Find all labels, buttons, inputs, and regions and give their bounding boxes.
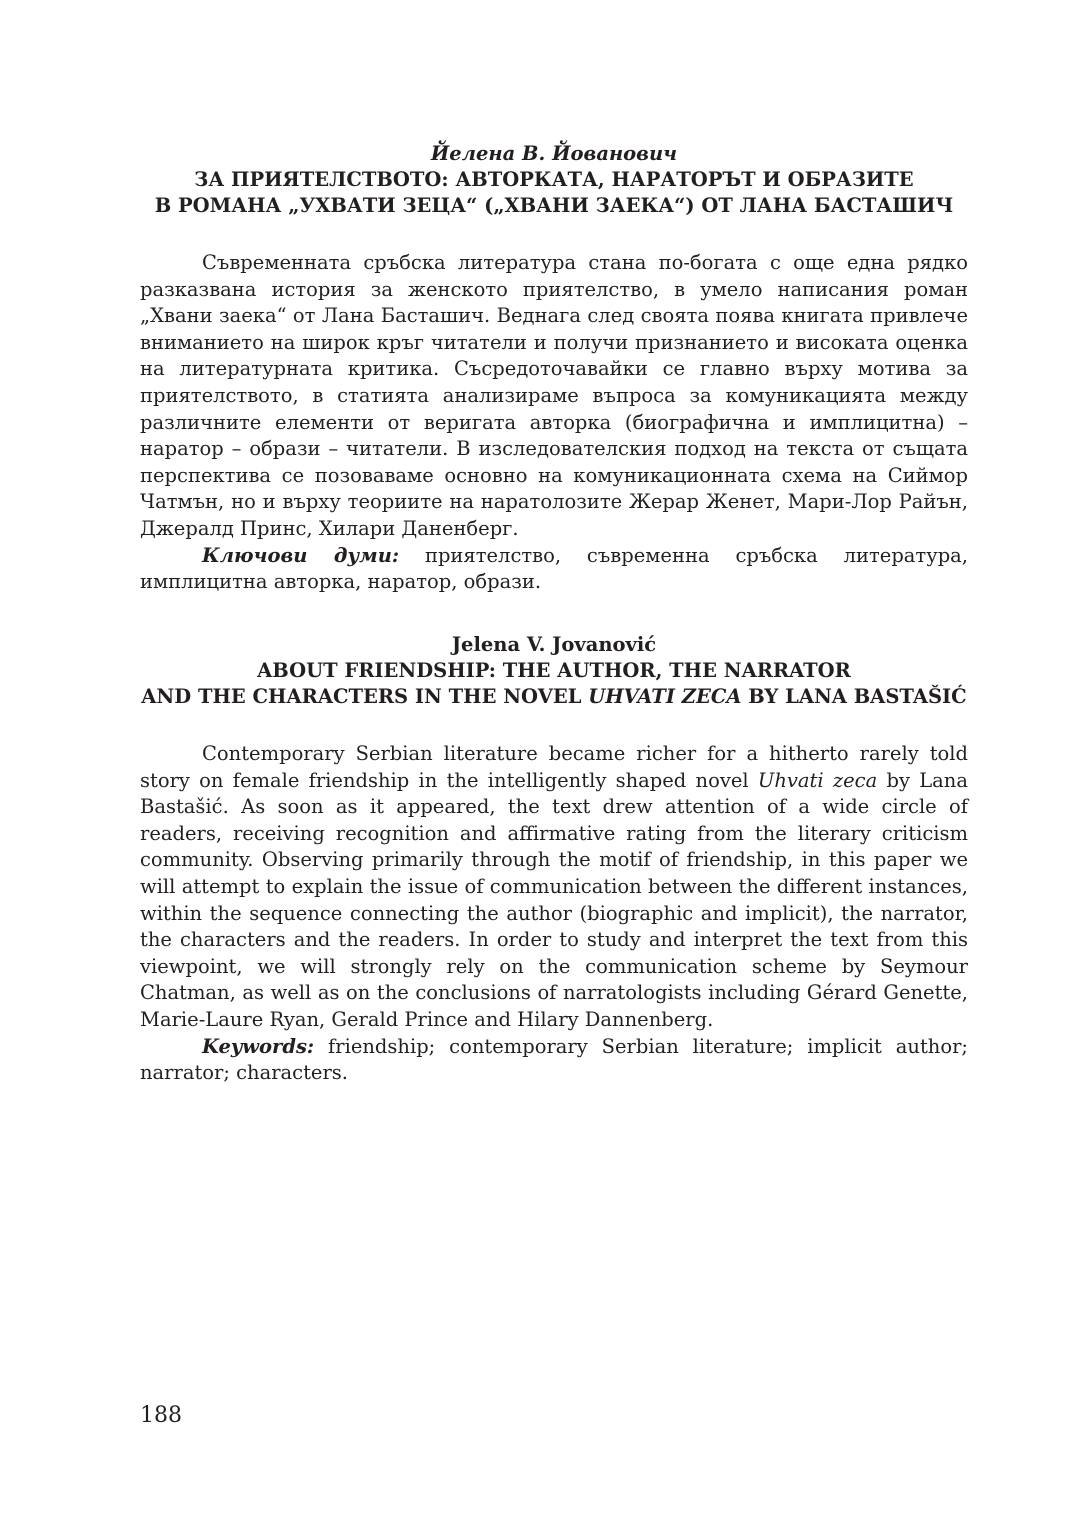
- bulgarian-keywords-label: Ключови думи:: [202, 543, 400, 567]
- english-abstract: [140, 741, 968, 1034]
- english-title-line-2-post: BY LANA BASTAŠIĆ: [741, 685, 967, 708]
- english-keywords-text: friendship; contemporary Serbian literature; implicit author; narrator; characters.: [140, 1034, 968, 1085]
- english-abstract-post: by Lana Bastašić. As soon as it appeared, the text drew attention of a wide circle of readers, receiving recognition and affirmative rating from the literary criticism community. Observing primarily through the motif of friendship, in this paper we will attempt to explain the issue of communication between the different instances, within the sequence connecting the author (biographic and implicit), the narrator, the characters and the readers. In order to study and interpret the text from this viewpoint, we will strongly rely on the communication scheme by Seymour Chatman, as well as on the conclusions of narratologists including Gérard Genette, Marie-Laure Ryan, Gerald Prince and Hilary Dannenberg.: [140, 768, 968, 1031]
- page-number: 188: [140, 1403, 182, 1428]
- bulgarian-abstract: Съвременната сръбска литература стана по-богата с още една рядко разказвана история за женското приятелство, в умело написания роман „Хвани заека“ от Лана Басташич. Веднага след своята поява книгата привлече вниманието на широк кръг читатели и получи признанието и високата оценка на литературната критика. Съсредоточавайки се главно върху мотива за приятелството, в статията анализираме въпроса за комуникацията между различните елементи от веригата авторка (биографична и имплицитна) – наратор – образи – читатели. В изследователския подход на текста от същата перспектива се позоваваме основно на комуникационната схема на Сиймор Чатмън, но и върху теориите на наратолозите Жерар Женет, Мари-Лор Райън, Джералд Принс, Хилари Даненберг.: [140, 251, 968, 540]
- english-heading: [140, 632, 968, 710]
- english-title-line-1: ABOUT FRIENDSHIP: THE AUTHOR, THE NARRATOR: [257, 659, 851, 682]
- bulgarian-author-name: Йелена В. Йованович: [430, 142, 678, 165]
- english-title-line-2: [140, 684, 968, 710]
- bulgarian-heading: [140, 141, 968, 219]
- english-keywords-label: Keywords:: [202, 1034, 315, 1058]
- bulgarian-abstract-section: [140, 250, 968, 596]
- english-title-line-2-pre: AND THE CHARACTERS IN THE NOVEL: [141, 685, 589, 708]
- english-abstract-pre: Contemporary Serbian literature became richer for a hitherto rarely told story on female friendship in the intelligently shaped novel: [140, 742, 968, 792]
- bulgarian-section: [140, 141, 968, 219]
- english-keywords: [140, 1034, 968, 1087]
- english-section: [140, 632, 968, 710]
- english-author-name: Jelena V. Jovanović: [451, 633, 657, 656]
- english-title-novel-name: UHVATI ZECA: [588, 685, 742, 708]
- bulgarian-title-line-2: В РОМАНА „УХВАТИ ЗЕЦА“ („ХВАНИ ЗАЕКА“) ОТ ЛАНА БАСТАШИЧ: [154, 194, 954, 217]
- english-abstract-section: [140, 741, 968, 1087]
- bulgarian-keywords: [140, 543, 968, 596]
- english-abstract-novel-name: Uhvati zeca: [757, 768, 878, 792]
- bulgarian-title-line-1: ЗА ПРИЯТЕЛСТВОТО: АВТОРКАТА, НАРАТОРЪТ И ОБРАЗИТЕ: [194, 168, 914, 191]
- bulgarian-keywords-text: приятелство, съвременна сръбска литература, имплицитна авторка, наратор, образи.: [140, 543, 968, 594]
